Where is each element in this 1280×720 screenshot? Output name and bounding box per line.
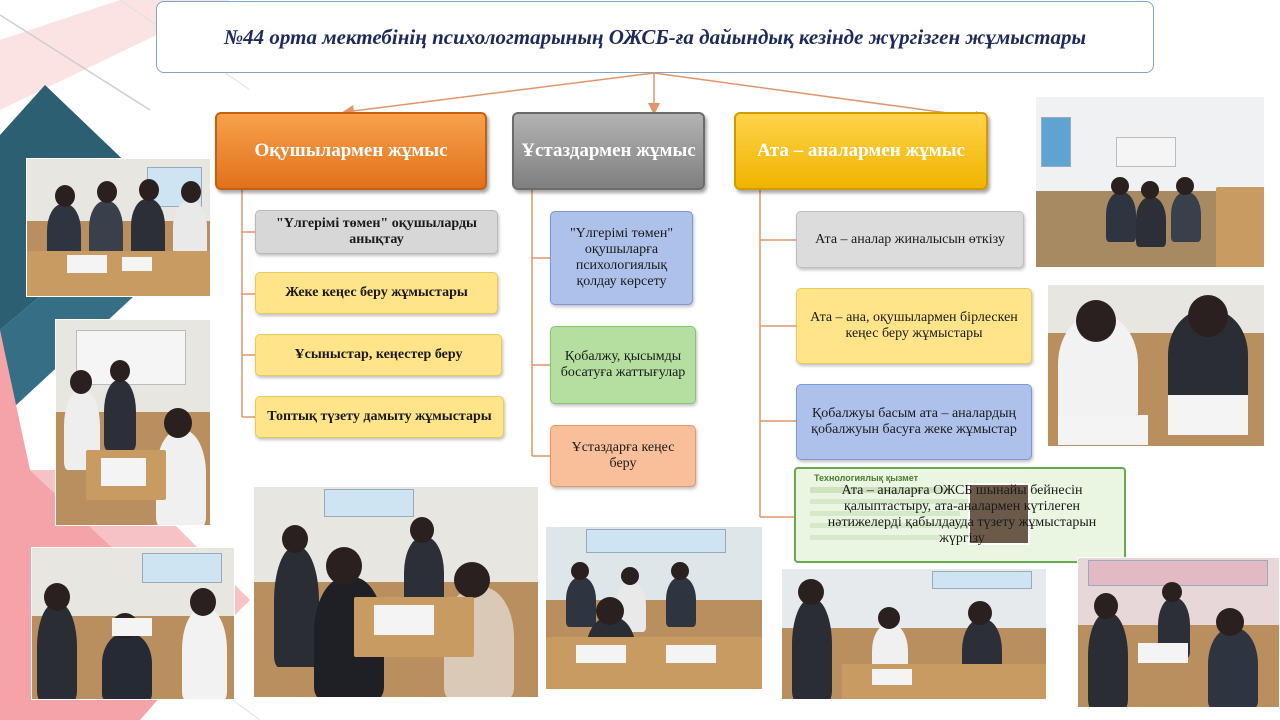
parents-header: Ата – аналармен жұмыс <box>734 112 988 190</box>
classroom-photo-1 <box>26 158 211 297</box>
teachers-item-2: Қобалжу, қысымды босатуға жаттығулар <box>550 326 696 404</box>
students-item-4: Топтық түзету дамыту жұмыстары <box>255 396 504 438</box>
classroom-photo-2 <box>55 319 211 526</box>
classroom-photo-9 <box>1047 284 1265 447</box>
parents-item-1: Ата – аналар жиналысын өткізу <box>796 211 1024 268</box>
parents-item-4: Ата – аналарға ОЖСБ шынайы бейнесін қалыптастыру, ата-аналармен күтілеген нәтижелерді қабылдауда түзету жұмыстарын жүргізу <box>827 483 1097 546</box>
classroom-photo-4 <box>253 486 539 698</box>
parents-item-2: Ата – ана, оқушылармен бірлескен кеңес беру жұмыстары <box>796 288 1032 364</box>
teachers-item-3: Ұстаздарға кеңес беру <box>550 425 696 487</box>
students-header: Оқушылармен жұмыс <box>215 112 487 190</box>
students-item-1: "Үлгерімі төмен" оқушыларды анықтау <box>255 210 498 254</box>
doc-card-heading: Технологиялық қызмет <box>814 473 919 483</box>
parents-item-4-card <box>794 467 1126 563</box>
students-item-3: Ұсыныстар, кеңестер беру <box>255 334 502 376</box>
classroom-photo-6 <box>781 568 1047 700</box>
teachers-header: Ұстаздармен жұмыс <box>512 112 705 190</box>
parents-item-3: Қобалжуы басым ата – аналардың қобалжуын басуға жеке жұмыстар <box>796 384 1032 460</box>
classroom-photo-7 <box>1077 557 1280 708</box>
classroom-photo-5 <box>545 526 763 690</box>
classroom-photo-3 <box>31 547 235 700</box>
slide-title: №44 орта мектебінің психологтарының ОЖСБ-ға дайындық кезінде жүргізген жұмыстары <box>223 25 1087 49</box>
teachers-item-1: "Үлгерімі төмен" оқушыларға психологиялық қолдау көрсету <box>550 211 693 305</box>
classroom-photo-8 <box>1035 96 1265 268</box>
students-item-2: Жеке кеңес беру жұмыстары <box>255 272 498 314</box>
